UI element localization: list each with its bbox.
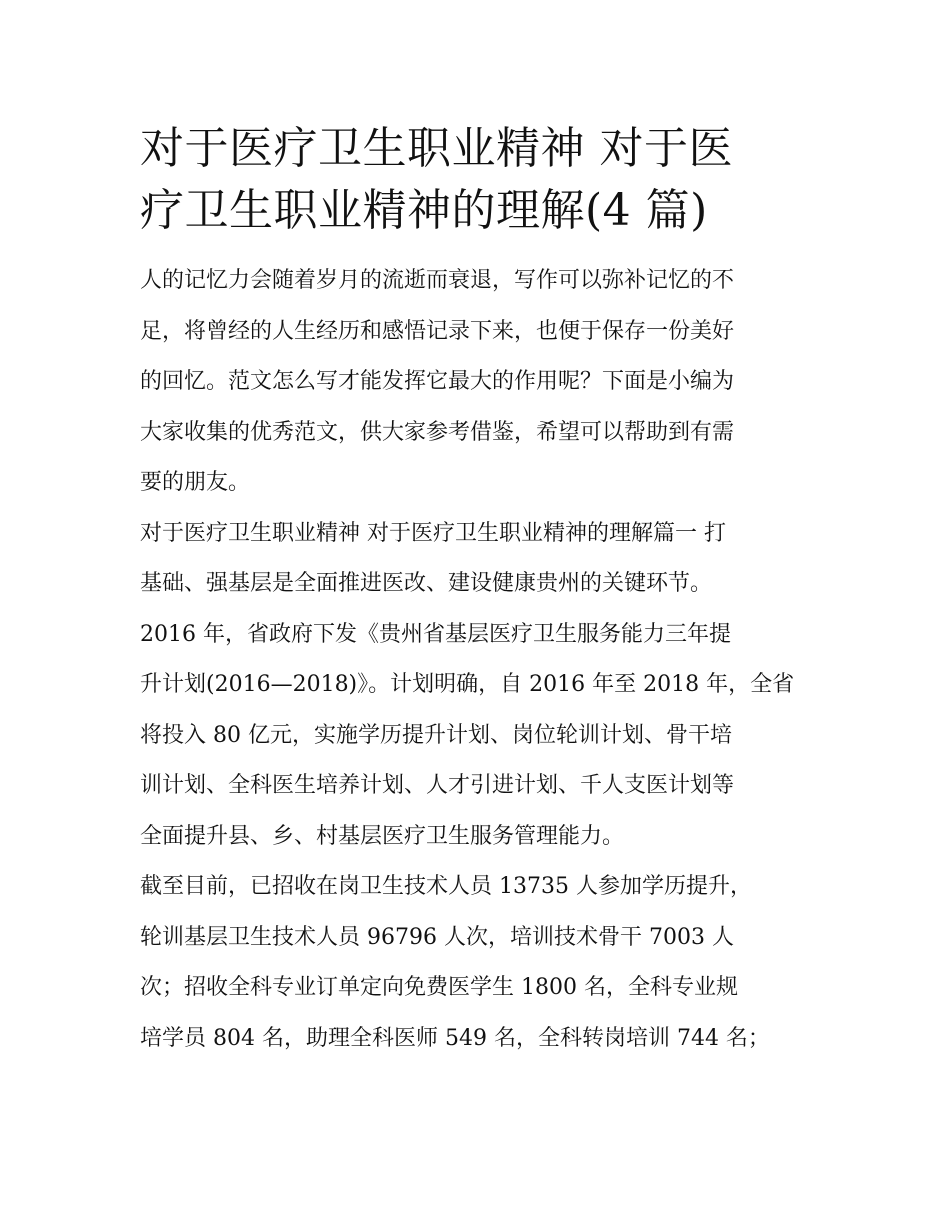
title-line: 疗卫生职业精神的理解(4 篇) <box>140 185 708 236</box>
text-line: 训计划、全科医生培养计划、人才引进计划、千人支医计划等 <box>140 773 735 798</box>
text-line: 基础、强基层是全面推进医改、建设健康贵州的关键环节。 <box>140 571 713 596</box>
document-page <box>140 118 812 1064</box>
text-line: 的回忆。范文怎么写才能发挥它最大的作用呢？下面是小编为 <box>140 369 735 394</box>
intro-paragraph <box>140 256 812 509</box>
section-one-heading-paragraph <box>140 509 812 610</box>
text-line: 次；招收全科专业订单定向免费医学生 1800 名，全科专业规 <box>140 975 738 1000</box>
progress-paragraph <box>140 862 812 1064</box>
text-line: 2016 年，省政府下发《贵州省基层医疗卫生服务能力三年提 <box>140 621 731 647</box>
text-line: 培学员 804 名，助理全科医师 549 名，全科转岗培训 744 名； <box>140 1025 770 1051</box>
text-line: 轮训基层卫生技术人员 96796 人次，培训技术骨干 7003 人 <box>140 924 734 950</box>
text-line: 要的朋友。 <box>140 470 251 495</box>
text-line: 对于医疗卫生职业精神 对于医疗卫生职业精神的理解篇一 打 <box>140 520 726 546</box>
text-line: 全面提升县、乡、村基层医疗卫生服务管理能力。 <box>140 823 625 849</box>
text-line: 升计划(2016—2018)》。计划明确，自 2016 年至 2018 年，全省 <box>140 672 795 697</box>
document-title <box>140 118 812 242</box>
text-line: 人的记忆力会随着岁月的流逝而衰退，写作可以弥补记忆的不 <box>140 268 735 293</box>
title-line: 对于医疗卫生职业精神 对于医 <box>140 123 733 174</box>
plan-paragraph <box>140 610 812 863</box>
text-line: 截至目前，已招收在岗卫生技术人员 13735 人参加学历提升， <box>140 874 752 899</box>
text-line: 将投入 80 亿元，实施学历提升计划、岗位轮训计划、骨干培 <box>140 722 732 748</box>
text-line: 大家收集的优秀范文，供大家参考借鉴，希望可以帮助到有需 <box>140 419 735 445</box>
text-line: 足，将曾经的人生经历和感悟记录下来，也便于保存一份美好 <box>140 318 735 344</box>
